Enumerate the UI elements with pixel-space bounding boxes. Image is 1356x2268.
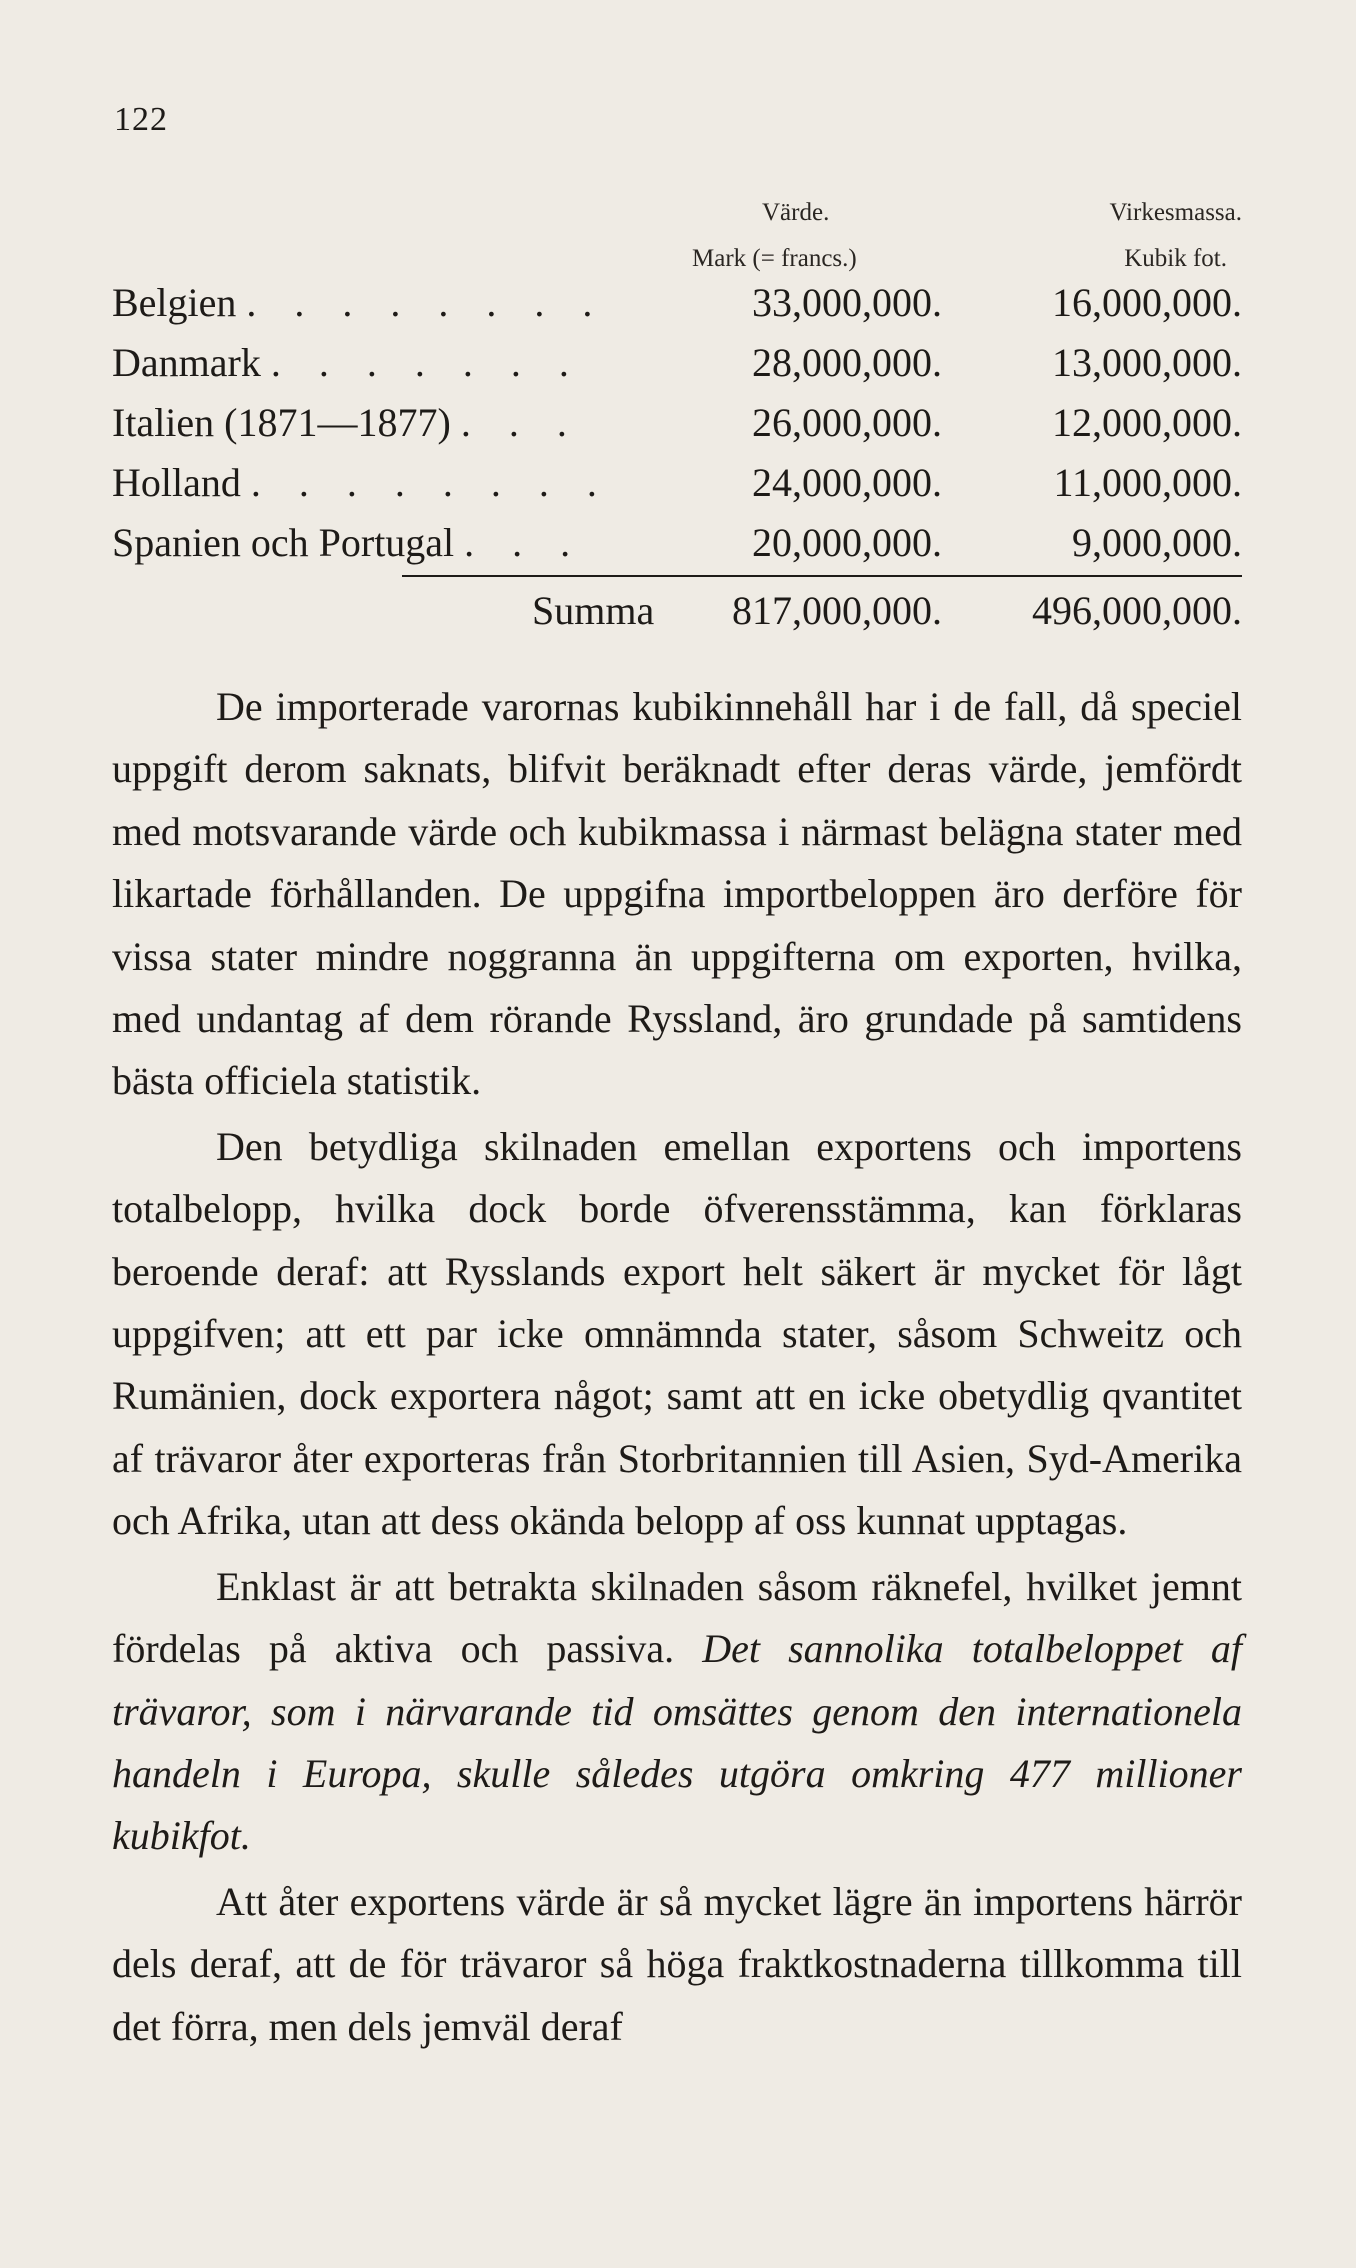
table-row (112, 275, 1242, 331)
table-row (112, 515, 1242, 571)
value-cell: 26,000,000. (752, 400, 942, 445)
value-unit-header: Mark (= francs.) (692, 245, 857, 272)
paragraph-import-volume: De importerade varornas kubikinnehåll har i de fall, då speciel uppgift derom saknats, blifvit beräknadt efter deras värde, jemfördt med motsvarande värde och kubikmassa i närmast belägna stater med likartade förhållanden. De uppgifna importbeloppen äro derföre för vissa stater mindre noggranna än uppgifterna om exporten, hvilka, med undantag af dem rörande Ryssland, äro grundade på samtidens bästa officiela statistik. (112, 684, 1242, 1104)
value-cell: 24,000,000. (752, 460, 942, 505)
sum-volume-cell: 496,000,000. (1032, 588, 1242, 633)
volume-cell: 13,000,000. (1052, 340, 1242, 385)
country-cell: Holland . . . . . . . . (112, 460, 611, 505)
leader-dots: . . . (464, 520, 585, 565)
country-cell: Spanien och Portugal . . . (112, 520, 585, 565)
leader-dots: . . . . . . . (270, 340, 583, 385)
volume-cell: 9,000,000. (1072, 520, 1242, 565)
table-row (112, 335, 1242, 391)
sum-label: Summa (532, 588, 655, 633)
value-cell: 28,000,000. (752, 340, 942, 385)
volume-header: Virkesmassa. (1109, 199, 1242, 226)
volume-cell: 16,000,000. (1052, 280, 1242, 325)
table-row (112, 395, 1242, 451)
sum-value-cell: 817,000,000. (732, 588, 942, 633)
paragraph-total-estimate: Enklast är att betrakta skilnaden såsom räknefel, hvilket jemnt fördelas på aktiva och passiva. Det sannolika totalbeloppet af trävaror, som i närvarande tid omsättes genom den internationela handeln i Europa, skulle således utgöra omkring 477 millioner kubikfot. (112, 1563, 1242, 1859)
country-cell: Belgien . . . . . . . . (112, 280, 607, 325)
page-number: 122 (114, 101, 168, 138)
volume-cell: 12,000,000. (1052, 400, 1242, 445)
sum-divider (402, 575, 1242, 577)
value-header: Värde. (762, 199, 830, 226)
volume-cell: 11,000,000. (1053, 460, 1242, 505)
leader-dots: . . . . . . . . (250, 460, 611, 505)
country-cell: Italien (1871—1877) . . . (112, 400, 581, 445)
country-cell: Danmark . . . . . . . (112, 340, 583, 385)
volume-unit-header: Kubik fot. (1124, 245, 1227, 272)
value-cell: 20,000,000. (752, 520, 942, 565)
body-text (112, 676, 1242, 2061)
paragraph-difference: Den betydliga skilnaden emellan exportens och importens totalbelopp, hvilka dock borde öfverensstämma, kan förklaras beroende deraf: att Rysslands export helt säkert är mycket för lågt uppgifven; att ett par icke omnämnda stater, såsom Schweitz och Rumänien, dock exportera något; samt att en icke obetydlig qvantitet af trävaror åter exporteras från Storbritannien till Asien, Syd-Amerika och Afrika, utan att dess okända belopp af oss kunnat upptagas. (112, 1123, 1242, 1544)
italic-estimate: Det sannolika totalbeloppet af trävaror, som i närvarande tid omsättes genom den internationela handeln i Europa, skulle således utgöra omkring 477 millioner kubikfot. (112, 1626, 1242, 1859)
paragraph-export-value: Att åter exportens värde är så mycket lägre än importens härrör dels deraf, att de för trävaror så höga fraktkostnaderna tillkomma till det förra, men dels jemväl deraf (112, 1878, 1242, 2049)
leader-dots: . . . . . . . . (246, 280, 607, 325)
table-row (112, 455, 1242, 511)
value-cell: 33,000,000. (752, 280, 942, 325)
sum-row (112, 583, 1242, 639)
leader-dots: . . . (460, 400, 581, 445)
